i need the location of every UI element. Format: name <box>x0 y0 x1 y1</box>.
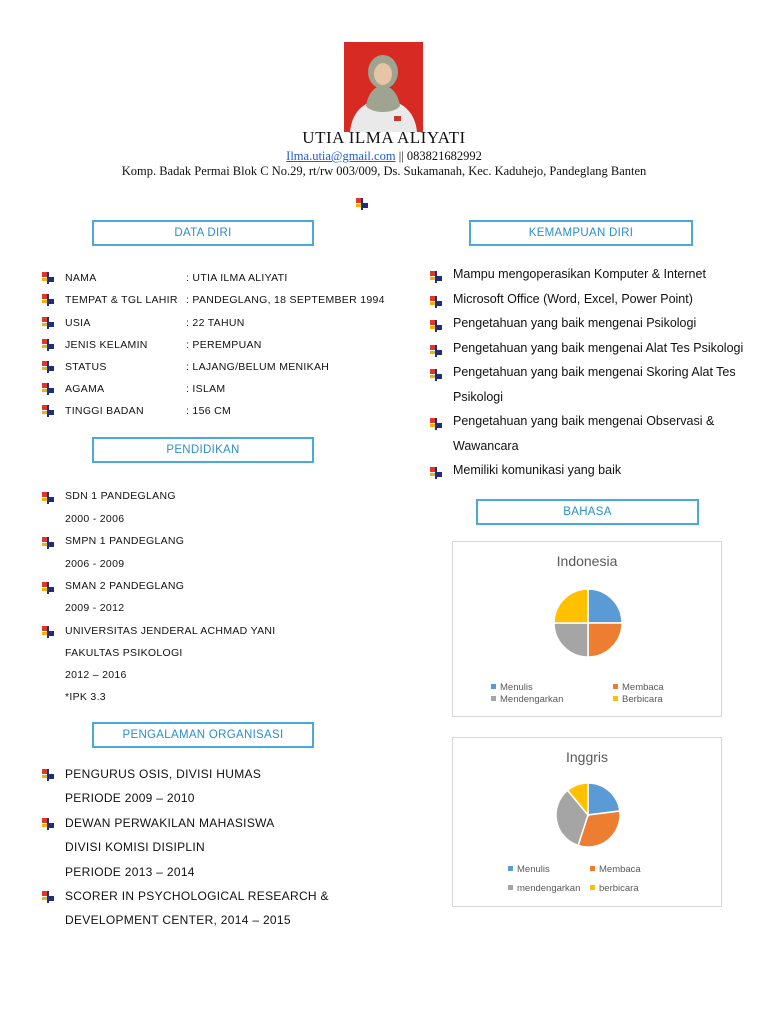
data-row <box>42 360 422 374</box>
school-name: UNIVERSITAS JENDERAL ACHMAD YANI <box>65 625 276 637</box>
section-data-diri: DATA DIRI <box>92 220 314 246</box>
legend-label: mendengarkan <box>517 883 581 894</box>
legend-swatch <box>491 696 496 701</box>
pushpin-bullet-icon <box>42 272 54 284</box>
chart-title: Inggris <box>565 749 609 765</box>
legend-label: Menulis <box>517 864 550 875</box>
skill-item-continued: Wawancara <box>453 439 519 453</box>
data-value: : ISLAM <box>186 383 226 395</box>
chart-inggris <box>452 737 722 907</box>
legend-item <box>508 864 550 875</box>
skill-item-continued: Psikologi <box>453 390 504 404</box>
pushpin-bullet-icon <box>430 417 442 429</box>
section-pengalaman-organisasi: PENGALAMAN ORGANISASI <box>92 722 314 748</box>
data-value: : UTIA ILMA ALIYATI <box>186 272 288 284</box>
skills-list <box>430 267 760 487</box>
phone-number: 083821682992 <box>406 149 482 163</box>
legend-swatch <box>508 885 513 890</box>
pushpin-bullet-icon <box>42 491 54 503</box>
contact-line <box>0 149 768 164</box>
pushpin-bullet-icon <box>42 317 54 329</box>
skill-item: Pengetahuan yang baik mengenai Skoring Alat Tes <box>453 365 736 379</box>
pushpin-bullet-icon <box>42 405 54 417</box>
pushpin-bullet-icon <box>430 368 442 380</box>
data-label: TINGGI BADAN <box>65 405 144 417</box>
organization-division: DIVISI KOMISI DISIPLIN <box>65 840 205 854</box>
pie-slice-menulis <box>588 589 622 623</box>
school-name: SMPN 1 PANDEGLANG <box>65 535 185 547</box>
applicant-name: UTIA ILMA ALIYATI <box>302 128 466 147</box>
legend-label: Membaca <box>622 682 664 693</box>
section-pendidikan: PENDIDIKAN <box>92 437 314 463</box>
skill-item: Microsoft Office (Word, Excel, Power Point) <box>453 292 693 306</box>
school-period: 2009 - 2012 <box>65 602 125 614</box>
data-value: : PANDEGLANG, 18 SEPTEMBER 1994 <box>186 294 385 306</box>
organization-list <box>42 766 442 936</box>
data-value: : 22 TAHUN <box>186 317 245 329</box>
pie-chart <box>551 782 625 848</box>
pie-chart <box>551 587 625 659</box>
legend-swatch <box>613 696 618 701</box>
organization-role: PENGURUS OSIS, DIVISI HUMAS <box>65 767 262 781</box>
data-row <box>42 382 422 396</box>
pushpin-bullet-icon <box>42 890 54 902</box>
legend-label: Membaca <box>599 864 641 875</box>
organization-role: DEWAN PERWAKILAN MAHASISWA <box>65 816 275 830</box>
data-value: : LAJANG/BELUM MENIKAH <box>186 361 330 373</box>
legend-label: Berbicara <box>622 694 663 705</box>
pushpin-bullet-icon <box>42 339 54 351</box>
chart-title: Indonesia <box>556 553 618 569</box>
organization-role-continued: DEVELOPMENT CENTER, 2014 – 2015 <box>65 913 291 927</box>
pushpin-bullet-icon <box>42 817 54 829</box>
pushpin-bullet-icon <box>42 294 54 306</box>
pie-slice-menulis <box>588 783 620 815</box>
pie-slice-mendengarkan <box>554 623 588 657</box>
legend-swatch <box>613 684 618 689</box>
contact-separator: || <box>395 149 407 163</box>
skill-item: Memiliki komunikasi yang baik <box>453 463 622 477</box>
data-row <box>42 271 422 285</box>
legend-label: Mendengarkan <box>500 694 564 705</box>
data-row <box>42 404 422 418</box>
organization-period: PERIODE 2013 – 2014 <box>65 865 195 879</box>
school-period: 2012 – 2016 <box>65 669 127 681</box>
pushpin-bullet-icon <box>430 319 442 331</box>
legend-item <box>590 864 641 875</box>
data-row <box>42 316 422 330</box>
school-gpa: *IPK 3.3 <box>65 691 106 703</box>
legend-swatch <box>491 684 496 689</box>
pushpin-bullet-icon <box>430 466 442 478</box>
school-name: SMAN 2 PANDEGLANG <box>65 580 185 592</box>
data-label: JENIS KELAMIN <box>65 339 148 351</box>
pushpin-bullet-icon <box>42 361 54 373</box>
school-period: 2006 - 2009 <box>65 558 125 570</box>
data-label: USIA <box>65 317 91 329</box>
legend-item <box>613 694 663 705</box>
legend-swatch <box>508 866 513 871</box>
pushpin-bullet-icon <box>430 270 442 282</box>
skill-item: Pengetahuan yang baik mengenai Observasi & <box>453 414 715 428</box>
legend-item <box>613 682 664 693</box>
skill-item: Pengetahuan yang baik mengenai Psikologi <box>453 316 697 330</box>
pushpin-bullet-icon <box>42 768 54 780</box>
skill-item: Pengetahuan yang baik mengenai Alat Tes Psikologi <box>453 341 744 355</box>
school-faculty: FAKULTAS PSIKOLOGI <box>65 647 183 659</box>
data-label: AGAMA <box>65 383 105 395</box>
home-address: Komp. Badak Permai Blok C No.29, rt/rw 003/009, Ds. Sukamanah, Kec. Kaduhejo, Pandeglang Banten <box>121 164 647 178</box>
legend-label: berbicara <box>599 883 639 894</box>
pushpin-bullet-icon <box>42 383 54 395</box>
email-link[interactable]: Ilma.utia@gmail.com <box>286 149 396 163</box>
data-value: : 156 CM <box>186 405 231 417</box>
legend-swatch <box>590 866 595 871</box>
pushpin-bullet-icon <box>430 295 442 307</box>
data-value: : PEREMPUAN <box>186 339 262 351</box>
legend-item <box>491 682 533 693</box>
education-list <box>42 490 422 710</box>
data-label: NAMA <box>65 272 97 284</box>
pushpin-bullet-icon <box>356 197 368 209</box>
data-label: TEMPAT & TGL LAHIR <box>65 294 178 306</box>
legend-item <box>508 883 580 894</box>
pushpin-bullet-icon <box>42 536 54 548</box>
legend-item <box>491 694 563 705</box>
school-name: SDN 1 PANDEGLANG <box>65 490 176 502</box>
legend-item <box>590 883 639 894</box>
section-kemampuan-diri: KEMAMPUAN DIRI <box>469 220 693 246</box>
pie-slice-membaca <box>588 623 622 657</box>
section-bahasa: BAHASA <box>476 499 699 525</box>
data-row <box>42 293 422 307</box>
school-period: 2000 - 2006 <box>65 513 125 525</box>
pushpin-bullet-icon <box>42 581 54 593</box>
data-label: STATUS <box>65 361 107 373</box>
profile-photo <box>344 42 423 132</box>
organization-role: SCORER IN PSYCHOLOGICAL RESEARCH & <box>65 889 329 903</box>
legend-label: Menulis <box>500 682 533 693</box>
data-row <box>42 338 422 352</box>
pushpin-bullet-icon <box>430 344 442 356</box>
legend-swatch <box>590 885 595 890</box>
skill-item: Mampu mengoperasikan Komputer & Internet <box>453 267 706 281</box>
chart-indonesia <box>452 541 722 717</box>
pushpin-bullet-icon <box>42 625 54 637</box>
pie-slice-berbicara <box>554 589 588 623</box>
organization-period: PERIODE 2009 – 2010 <box>65 791 195 805</box>
